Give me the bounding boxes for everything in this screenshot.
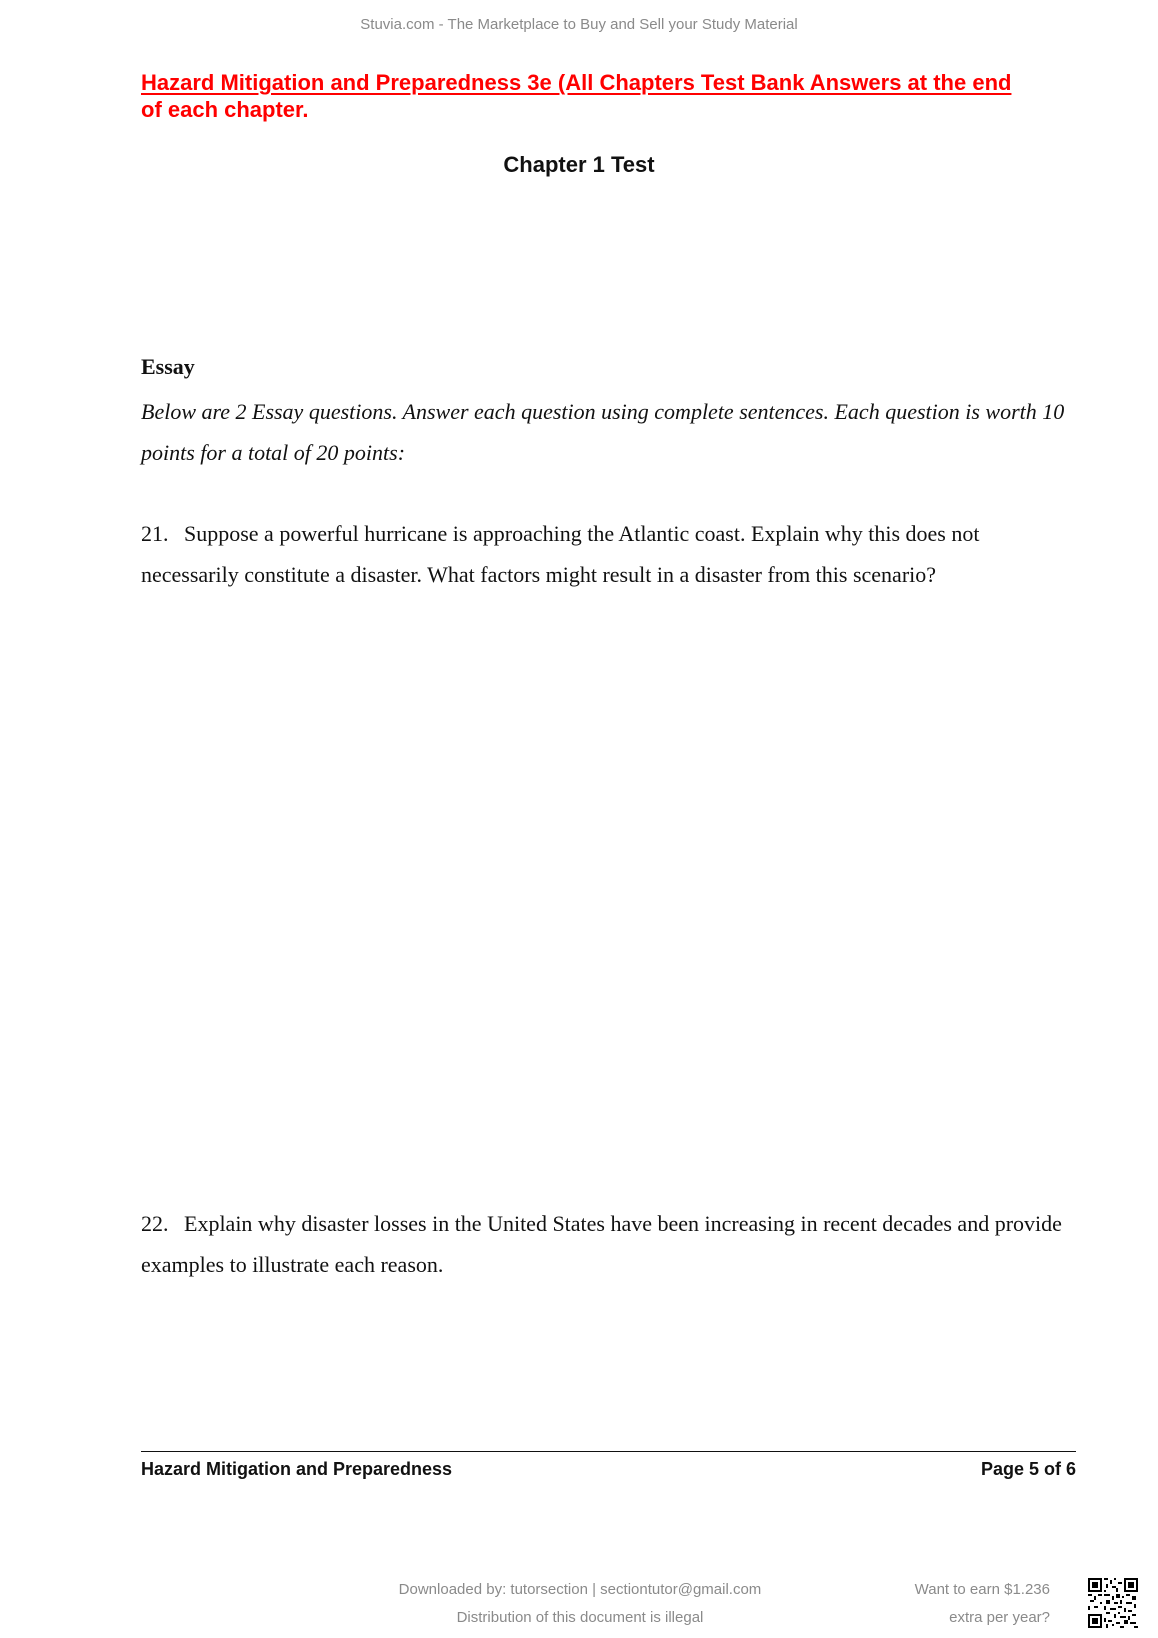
qr-code-icon[interactable] (1088, 1578, 1138, 1628)
essay-instructions: Below are 2 Essay questions. Answer each question using complete sentences. Each question is worth 10 points for a total of 20 points: (141, 399, 1065, 465)
document-heading (141, 69, 1076, 123)
footer-page-number: Page 5 of 6 (980, 1459, 1076, 1479)
question-21 (141, 513, 1076, 595)
document-heading-line-2: of each chapter. (141, 97, 309, 122)
downloaded-by-text: Downloaded by: tutorsection | sectiontutor@gmail.com (398, 1581, 762, 1598)
footer-divider (141, 1451, 1076, 1452)
footer-book-title: Hazard Mitigation and Preparedness (141, 1459, 453, 1479)
chapter-title: Chapter 1 Test (503, 152, 655, 177)
stuvia-watermark: Stuvia.com - The Marketplace to Buy and Sell your Study Material (360, 16, 798, 33)
section-heading-essay: Essay (141, 354, 195, 379)
download-info (380, 1576, 780, 1632)
question-22 (141, 1203, 1076, 1285)
earn-promo-line-1: Want to earn $1.236 (914, 1581, 1050, 1598)
earn-promo[interactable] (915, 1576, 1050, 1632)
question-number: 21. (141, 521, 169, 546)
document-heading-line-1: Hazard Mitigation and Preparedness 3e (All Chapters Test Bank Answers at the end (141, 70, 1012, 95)
question-text: Suppose a powerful hurricane is approaching the Atlantic coast. Explain why this does not necessarily constitute a disaster. What factors might result in a disaster from this scenario? (141, 521, 980, 587)
question-text: Explain why disaster losses in the United States have been increasing in recent decades and provide examples to illustrate each reason. (141, 1211, 1062, 1277)
question-number: 22. (141, 1211, 169, 1236)
earn-promo-line-2: extra per year? (949, 1609, 1050, 1626)
distribution-notice: Distribution of this document is illegal (456, 1609, 704, 1626)
